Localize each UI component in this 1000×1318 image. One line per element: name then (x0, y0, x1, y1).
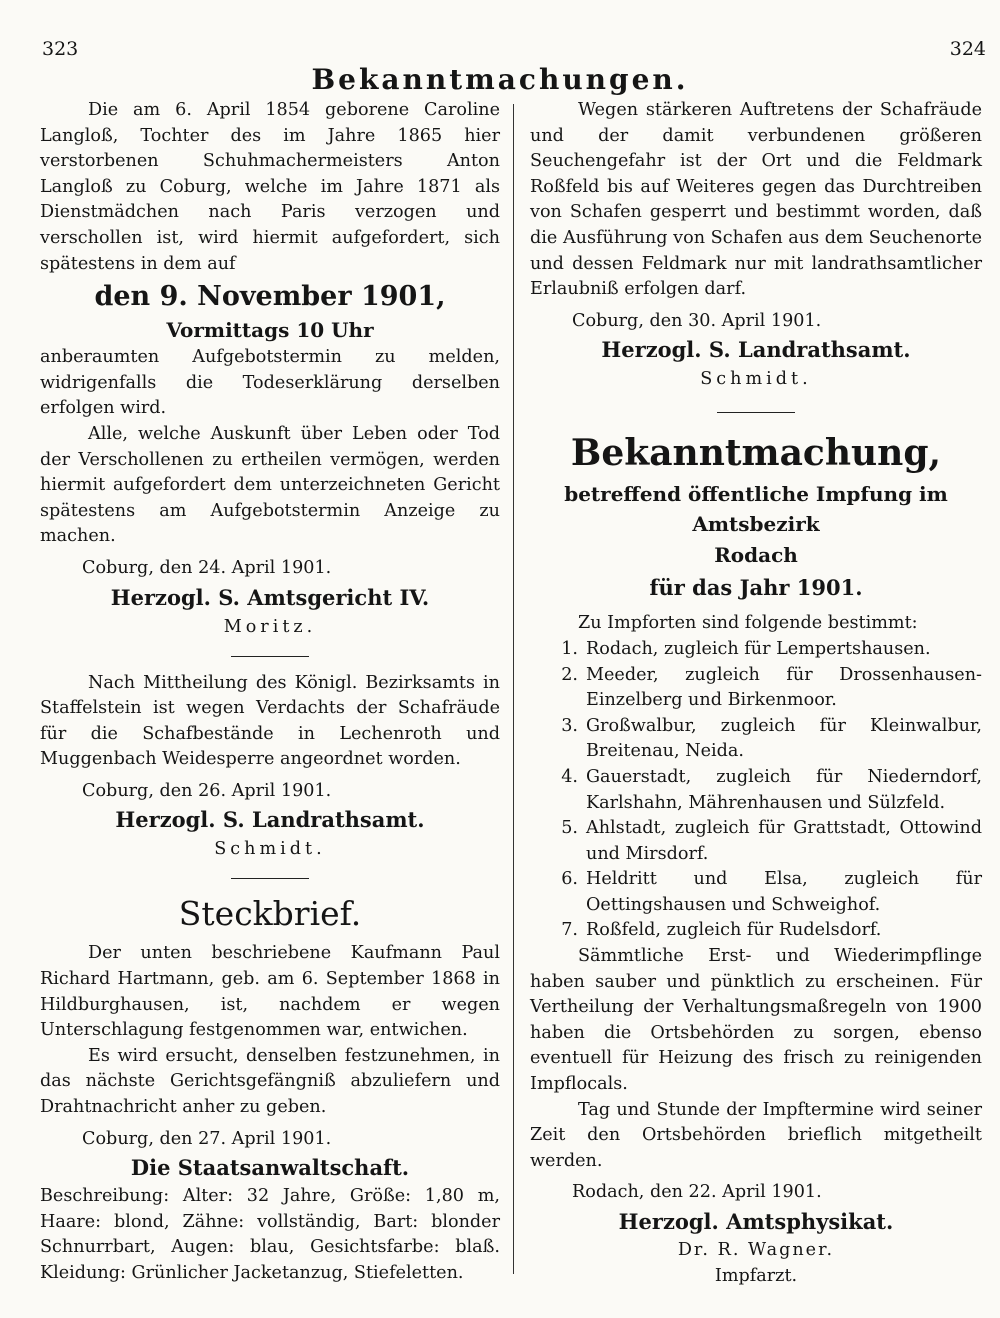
notice-sheep-scab (530, 98, 982, 392)
place-date: Coburg, den 24. April 1901. (82, 557, 332, 578)
person-description: Beschreibung: Alter: 32 Jahre, Größe: 1,80 m, Haare: blond, Zähne: vollständig, Bart: blonder Schnurrbart, Augen: blau, Gesichtsfarbe: blaß. Kleidung: Grünlicher Jacketanzug, Stiefeletten. (40, 1186, 500, 1283)
notice-vaccination (530, 431, 982, 1289)
right-column (530, 98, 982, 1289)
signature: Moritz. (223, 616, 317, 637)
issuing-authority: Herzogl. S. Landrathsamt. (115, 807, 425, 833)
deadline-time: Vormittags 10 Uhr (166, 318, 374, 343)
place-date: Coburg, den 27. April 1901. (82, 1128, 332, 1149)
notice-body: Wegen stärkeren Auftretens der Schafräude und der damit verbundenen größeren Seuchengefahr ist der Ort und die Feldmark Roßfeld bis auf Weiteres gegen das Durchtreiben von Schafen gesperrt und bestimmt worden, daß die Ausführung von Schafen aus dem Seuchenorte und dessen Feldmark nur mit landrathsamtlicher Erlaubniß erfolgen darf. (530, 100, 982, 300)
notice-body-schedule: Tag und Stunde der Impftermine wird seiner Zeit den Ortsbehörden brieflich mitgetheilt werden. (530, 1099, 982, 1171)
notice-body-request: Es wird ersucht, denselben festzunehmen, in das nächste Gerichtsgefängniß abzuliefern und Drahtnachricht anher zu geben. (40, 1045, 500, 1118)
issuing-authority: Herzogl. Amtsphysikat. (618, 1209, 894, 1234)
list-item-number: 4. (561, 766, 578, 787)
list-intro: Zu Impforten sind folgende bestimmt: (578, 613, 918, 634)
notice-wanted (40, 893, 500, 1286)
section-title: Bekanntmachung, (570, 432, 942, 475)
list-item-text: Meeder, zugleich für Drossenhausen-Einzelberg und Birkenmoor. (586, 664, 982, 711)
list-item-number: 1. (561, 638, 578, 659)
column-divider (513, 104, 514, 1274)
list-item (530, 637, 982, 663)
page-heading: Bekanntmachungen. (311, 63, 689, 96)
place-date: Rodach, den 22. April 1901. (572, 1182, 822, 1203)
notice-body: Nach Mittheilung des Königl. Bezirksamts in Staffelstein ist wegen Verdachts der Schafräude für die Schafbestände in Lechenroth und Muggenbach Weidesperre angeordnet worden. (40, 672, 500, 770)
left-column (40, 98, 500, 1287)
signature: Schmidt. (214, 839, 326, 860)
list-item (530, 714, 982, 765)
section-separator (717, 412, 795, 413)
notice-grazing-ban (40, 671, 500, 863)
page-number-right: 324 (949, 38, 986, 60)
signatory-role: Impfarzt. (714, 1265, 798, 1286)
list-item-number: 6. (561, 869, 578, 890)
list-item (530, 765, 982, 816)
deadline-date: den 9. November 1901, (94, 281, 446, 313)
section-separator (231, 656, 309, 657)
list-item (530, 816, 982, 867)
list-item-text: Rodach, zugleich für Lempertshausen. (586, 638, 931, 659)
place-date: Coburg, den 26. April 1901. (82, 780, 332, 801)
list-item-number: 7. (561, 920, 578, 941)
signature: Schmidt. (700, 369, 812, 390)
notice-body-appeal: Alle, welche Auskunft über Leben oder Tod der Verschollenen zu ertheilen vermögen, werden hiermit aufgefordert dem unterzeichneten Gericht spätestens am Aufgebotstermin Anzeige zu machen. (40, 423, 500, 547)
page-number-left: 323 (42, 38, 79, 60)
list-item (530, 663, 982, 714)
section-title: Steckbrief. (178, 894, 362, 934)
place-date: Coburg, den 30. April 1901. (572, 310, 822, 331)
notice-missing-person (40, 98, 500, 640)
list-item-text: Gauerstadt, zugleich für Niederndorf, Karlshahn, Mährenhausen und Sülzfeld. (586, 766, 982, 813)
list-item-number: 2. (561, 664, 578, 685)
notice-body: Der unten beschriebene Kaufmann Paul Richard Hartmann, geb. am 6. September 1868 in Hildburghausen, ist, nachdem er wegen Unterschlagung festgenommen war, entwichen. (40, 943, 500, 1041)
list-item-text: Roßfeld, zugleich für Rudelsdorf. (586, 920, 882, 941)
section-separator (231, 878, 309, 879)
list-item-number: 5. (561, 818, 578, 839)
year-line: für das Jahr 1901. (649, 575, 863, 601)
list-item (530, 867, 982, 918)
list-item (530, 918, 982, 944)
signature: Dr. R. Wagner. (677, 1240, 835, 1260)
list-item-text: Ahlstadt, zugleich für Grattstadt, Ottowind und Mirsdorf. (586, 818, 982, 864)
section-subtitle: betreffend öffentliche Impfung im Amtsbezirk (564, 482, 948, 537)
list-item-text: Heldritt und Elsa, zugleich für Oettingshausen und Schweighof. (586, 869, 982, 915)
list-item-number: 3. (561, 715, 578, 736)
vaccination-places-list (530, 637, 982, 944)
district-name: Rodach (714, 543, 798, 568)
notice-body: Sämmtliche Erst- und Wiederimpflinge haben sauber und pünktlich zu erscheinen. Für Vertheilung der Verhaltungsmaßregeln von 1900 haben die Ortsbehörden zu sorgen, ebenso eventuell für Heizung des frisch zu reinigenden Impflocals. (530, 946, 982, 1095)
notice-body-continued: anberaumten Aufgebotstermin zu melden, widrigenfalls die Todeserklärung derselben erfolgen wird. (40, 347, 500, 419)
list-item-text: Großwalbur, zugleich für Kleinwalbur, Breitenau, Neida. (586, 715, 982, 762)
issuing-authority: Herzogl. S. Landrathsamt. (601, 337, 911, 363)
notice-body: Die am 6. April 1854 geborene Caroline Langloß, Tochter des im Jahre 1865 hier verstorbenen Schuhmachermeisters Anton Langloß zu Coburg, welche im Jahre 1871 als Dienstmädchen nach Paris verzogen und verschollen ist, wird hiermit aufgefordert, sich spätestens in dem auf (40, 100, 500, 274)
issuing-authority: Die Staatsanwaltschaft. (130, 1155, 410, 1181)
issuing-authority: Herzogl. S. Amtsgericht IV. (110, 584, 430, 610)
